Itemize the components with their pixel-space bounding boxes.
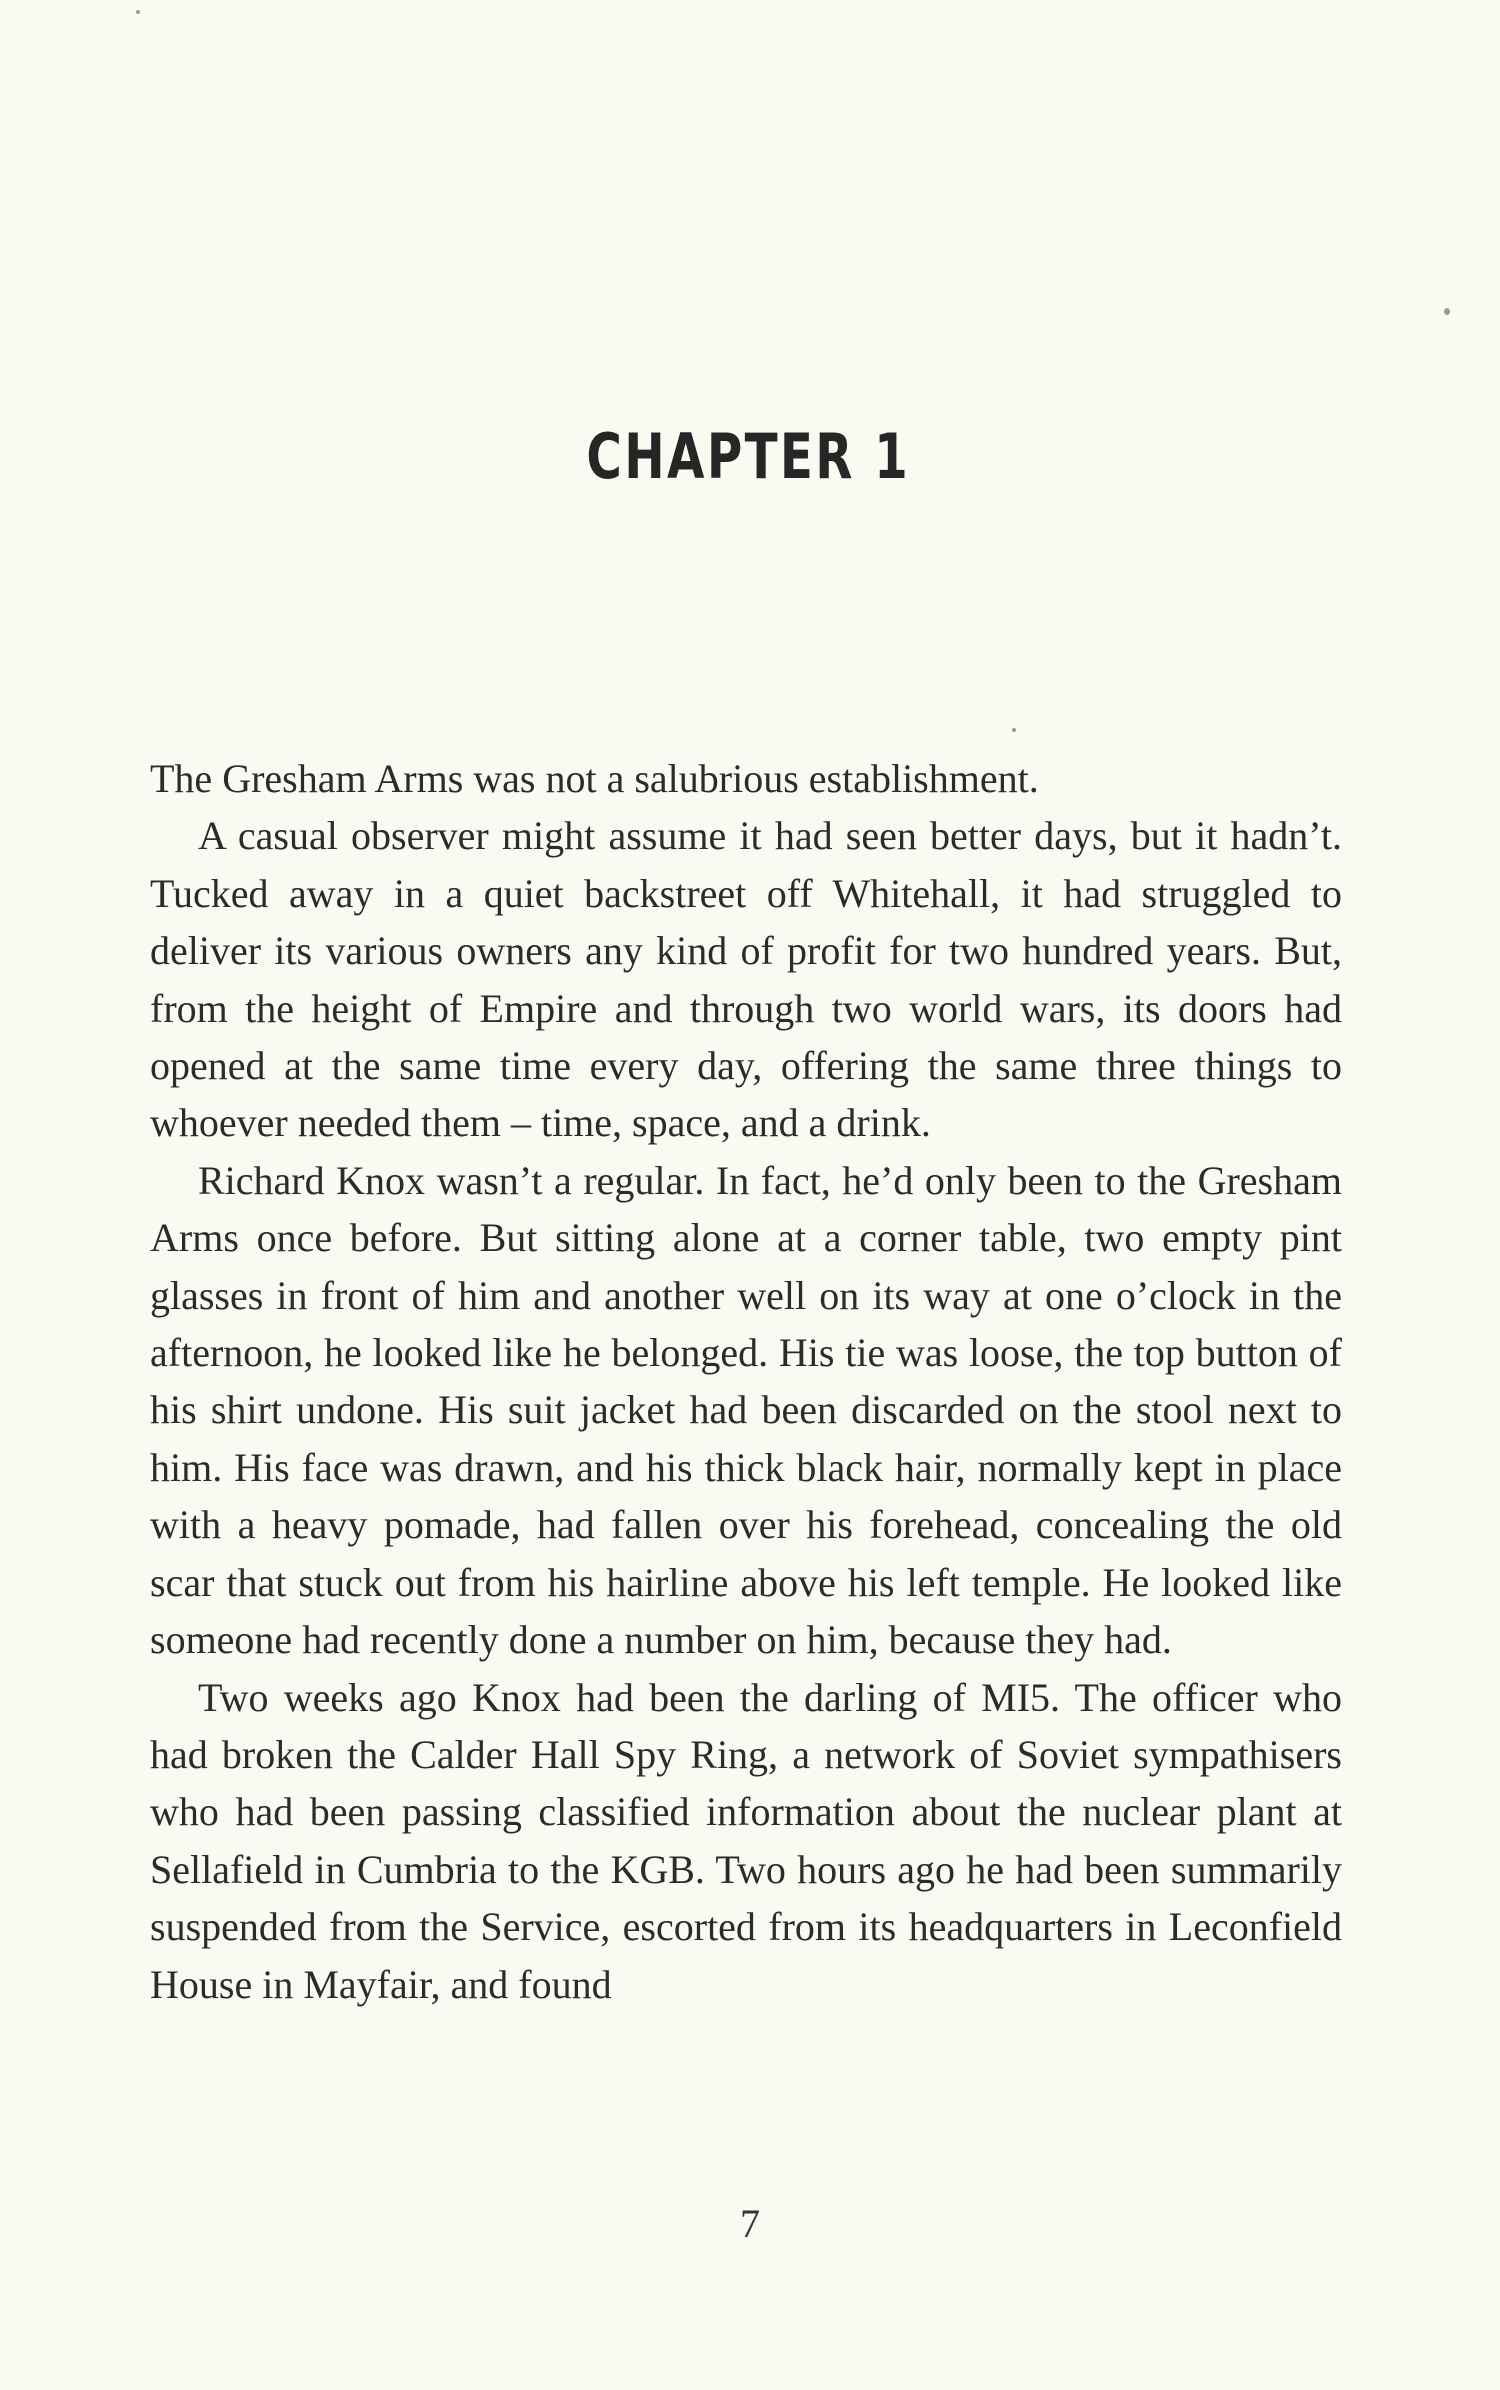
paragraph: The Gresham Arms was not a salubrious establishment. [150, 756, 1039, 801]
page-number: 7 [740, 2201, 760, 2246]
paragraph: Richard Knox wasn’t a regular. In fact, he’d only been to the Gresham Arms once before. But sitting alone at a corner table, two empty pint glasses in front of him and another well on its way at one o’clock in the afternoon, he looked like he belonged. His tie was loose, the top button of his shirt undone. His suit jacket had been discarded on the stool next to him. His face was drawn, and his thick black hair, normally kept in place with a heavy pomade, had fallen over his forehead, concealing the old scar that stuck out from his hairline above his left temple. He looked like someone had recently done a number on him, because they had. [150, 1157, 1342, 1663]
scan-speck [1444, 308, 1450, 315]
chapter-body [150, 750, 1342, 2013]
chapter-heading: CHAPTER 1 [586, 419, 911, 493]
scan-speck [1012, 728, 1016, 732]
scan-speck [136, 10, 140, 14]
paragraph: Two weeks ago Knox had been the darling of MI5. The officer who had broken the Calder Hall Spy Ring, a network of Soviet sympathisers who had been passing classified information about the nuclear plant at Sellafield in Cumbria to the KGB. Two hours ago he had been summarily suspended from the Service, escorted from its headquarters in Leconfield House in Mayfair, and found [150, 1674, 1342, 2007]
paragraph: A casual observer might assume it had seen better days, but it hadn’t. Tucked away in a quiet backstreet off Whitehall, it had struggled to deliver its various owners any kind of profit for two hundred years. But, from the height of Empire and through two world wars, its doors had opened at the same time every day, offering the same three things to whoever needed them – time, space, and a drink. [150, 813, 1342, 1146]
